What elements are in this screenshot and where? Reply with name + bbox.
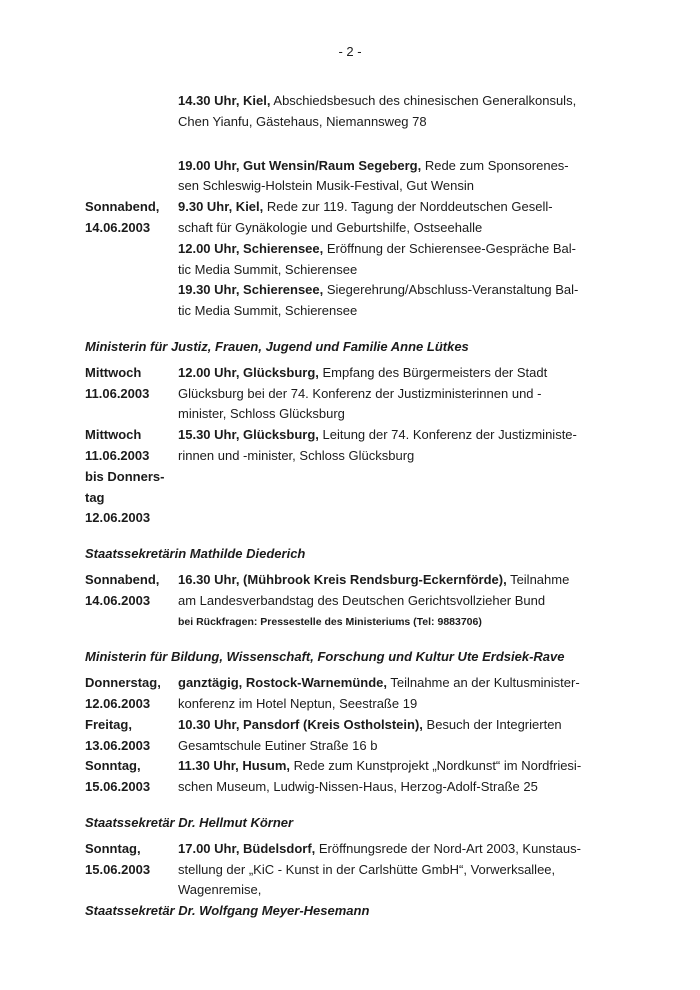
event-text: Rede zum Sponsorenes- <box>421 157 569 173</box>
event-line <box>178 91 644 112</box>
event-text: Chen Yianfu, Gästehaus, Niemannsweg 78 <box>178 113 427 129</box>
event-cell <box>178 91 644 133</box>
date-line: 13.06.2003 <box>85 737 151 753</box>
event-text: stellung der „KiC - Kunst in der Carlshütte GmbH“, Vorwerksallee, <box>178 861 556 877</box>
event-time-location: 15.30 Uhr, Glücksburg, <box>178 427 319 443</box>
schedule-row <box>85 715 644 757</box>
section-heading: Ministerin für Justiz, Frauen, Jugend und Familie Anne Lütkes <box>85 338 469 354</box>
event-text: Eröffnung der Schierensee-Gespräche Bal- <box>323 240 576 256</box>
date-line: Sonnabend, <box>85 571 160 587</box>
date-line: 11.06.2003 <box>85 447 150 463</box>
event-text: Teilnahme an der Kultusminister- <box>386 675 580 691</box>
event-line <box>178 218 644 239</box>
event-line <box>178 363 644 384</box>
event-cell <box>178 570 644 632</box>
event-time-location: 14.30 Uhr, Kiel, <box>178 93 271 108</box>
date-line: 15.06.2003 <box>85 779 151 795</box>
section-heading: Staatssekretär Dr. Wolfgang Meyer-Hesemann <box>85 903 370 919</box>
event-line <box>178 404 644 425</box>
event-line <box>178 570 644 591</box>
event-text: Abschiedsbesuch des chinesischen Generalkonsuls, <box>270 93 577 108</box>
event-cell <box>178 673 644 715</box>
event-text: minister, Schloss Glücksburg <box>178 406 345 422</box>
event-cell <box>178 715 644 757</box>
event-line <box>178 197 644 218</box>
date-line: Sonntag, <box>85 758 141 774</box>
event-text: Besuch der Integrierten <box>422 716 562 732</box>
event-text: schaft für Gynäkologie und Geburtshilfe, Ostseehalle <box>178 219 483 235</box>
date-line: Sonnabend, <box>85 199 160 215</box>
schedule-row <box>85 839 644 901</box>
event-time-location: 9.30 Uhr, Kiel, <box>178 199 264 215</box>
event-time-location: 11.30 Uhr, Husum, <box>178 758 290 774</box>
section-heading: Staatssekretärin Mathilde Diederich <box>85 546 306 562</box>
event-line <box>178 280 644 301</box>
event-text: Gesamtschule Eutiner Straße 16 b <box>178 737 378 753</box>
event-time-location: 10.30 Uhr, Pansdorf (Kreis Ostholstein), <box>178 716 423 732</box>
event-line <box>178 239 644 260</box>
event-cell <box>178 756 644 798</box>
event-text: Glücksburg bei der 74. Konferenz der Justizministerinnen und - <box>178 385 542 401</box>
event-text: Eröffnungsrede der Nord-Art 2003, Kunstaus- <box>315 840 581 856</box>
date-line: 14.06.2003 <box>85 592 151 608</box>
date-cell <box>85 197 178 239</box>
event-line <box>178 301 644 322</box>
event-line <box>178 384 644 405</box>
schedule-row <box>85 673 644 715</box>
event-time-location: 16.30 Uhr, (Mühbrook Kreis Rendsburg-Eckernförde), <box>178 571 507 587</box>
event-cell <box>178 156 644 198</box>
schedule-row <box>85 425 644 529</box>
event-line <box>178 880 644 901</box>
event-line <box>178 156 644 177</box>
date-line: 12.06.2003 <box>85 510 151 526</box>
event-cell <box>178 839 644 901</box>
event-line <box>178 260 644 281</box>
event-text: sen Schleswig-Holstein Musik-Festival, Gut Wensin <box>178 178 474 194</box>
event-line <box>178 777 644 798</box>
schedule-row <box>85 91 644 133</box>
date-line: Sonntag, <box>85 840 141 856</box>
event-line <box>178 756 644 777</box>
schedule-row <box>85 156 644 198</box>
event-line <box>178 591 644 612</box>
event-text: Siegerehrung/Abschluss-Veranstaltung Bal- <box>323 282 579 298</box>
event-text: tic Media Summit, Schierensee <box>178 303 358 319</box>
date-line: Mittwoch <box>85 427 142 443</box>
date-cell <box>85 425 178 529</box>
event-text: Wagenremise, <box>178 882 262 898</box>
event-cell <box>178 197 644 322</box>
date-cell <box>85 715 178 757</box>
blank-line <box>85 133 644 156</box>
event-text: Leitung der 74. Konferenz der Justizministe- <box>318 427 577 443</box>
event-line <box>178 673 644 694</box>
date-cell <box>85 570 178 612</box>
event-time-location: 19.00 Uhr, Gut Wensin/Raum Segeberg, <box>178 157 422 173</box>
event-line <box>178 112 644 133</box>
event-line <box>178 860 644 881</box>
event-line <box>178 715 644 736</box>
event-text: konferenz im Hotel Neptun, Seestraße 19 <box>178 695 418 711</box>
schedule-row <box>85 363 644 425</box>
section-heading: Ministerin für Bildung, Wissenschaft, Forschung und Kultur Ute Erdsiek-Rave <box>85 649 565 665</box>
event-line <box>178 425 644 446</box>
event-text: am Landesverbandstag des Deutschen Gerichtsvollzieher Bund <box>178 592 546 608</box>
date-line: 11.06.2003 <box>85 385 150 401</box>
schedule-row <box>85 570 644 632</box>
event-line <box>178 694 644 715</box>
event-time-location: 19.30 Uhr, Schierensee, <box>178 282 324 298</box>
event-text: rinnen und -minister, Schloss Glücksburg <box>178 447 415 463</box>
date-line: bis Donners- <box>85 468 165 484</box>
event-cell <box>178 363 644 425</box>
event-line <box>178 176 644 197</box>
date-line: Donnerstag, <box>85 675 161 691</box>
date-line: Freitag, <box>85 716 132 732</box>
contact-note: bei Rückfragen: Pressestelle des Ministeriums (Tel: 9883706) <box>178 615 482 628</box>
event-text: Rede zur 119. Tagung der Norddeutschen Gesell- <box>263 199 553 215</box>
date-line: Mittwoch <box>85 364 142 380</box>
event-text: Teilnahme <box>506 571 570 587</box>
schedule-row <box>85 756 644 798</box>
event-time-location: 12.00 Uhr, Glücksburg, <box>178 364 319 380</box>
event-time-location: ganztägig, Rostock-Warnemünde, <box>178 675 387 691</box>
page-number: - 2 - <box>338 44 362 59</box>
schedule-row <box>85 197 644 322</box>
event-line <box>178 446 644 467</box>
date-cell <box>85 363 178 405</box>
event-text: Empfang des Bürgermeisters der Stadt <box>318 364 548 380</box>
event-time-location: 12.00 Uhr, Schierensee, <box>178 240 324 256</box>
date-cell <box>85 839 178 881</box>
date-line: 15.06.2003 <box>85 861 151 877</box>
date-line: 12.06.2003 <box>85 695 151 711</box>
section-heading: Staatssekretär Dr. Hellmut Körner <box>85 814 294 830</box>
event-time-location: 17.00 Uhr, Büdelsdorf, <box>178 840 316 856</box>
event-line <box>178 736 644 757</box>
event-text: tic Media Summit, Schierensee <box>178 261 358 277</box>
event-text: Rede zum Kunstprojekt „Nordkunst“ im Nordfriesi- <box>290 758 582 774</box>
date-cell <box>85 673 178 715</box>
event-line <box>178 839 644 860</box>
date-line: tag <box>85 489 105 505</box>
schedule <box>85 91 644 922</box>
event-text: schen Museum, Ludwig-Nissen-Haus, Herzog-Adolf-Straße 25 <box>178 779 538 795</box>
date-line: 14.06.2003 <box>85 219 151 235</box>
event-cell <box>178 425 644 467</box>
date-cell <box>85 756 178 798</box>
